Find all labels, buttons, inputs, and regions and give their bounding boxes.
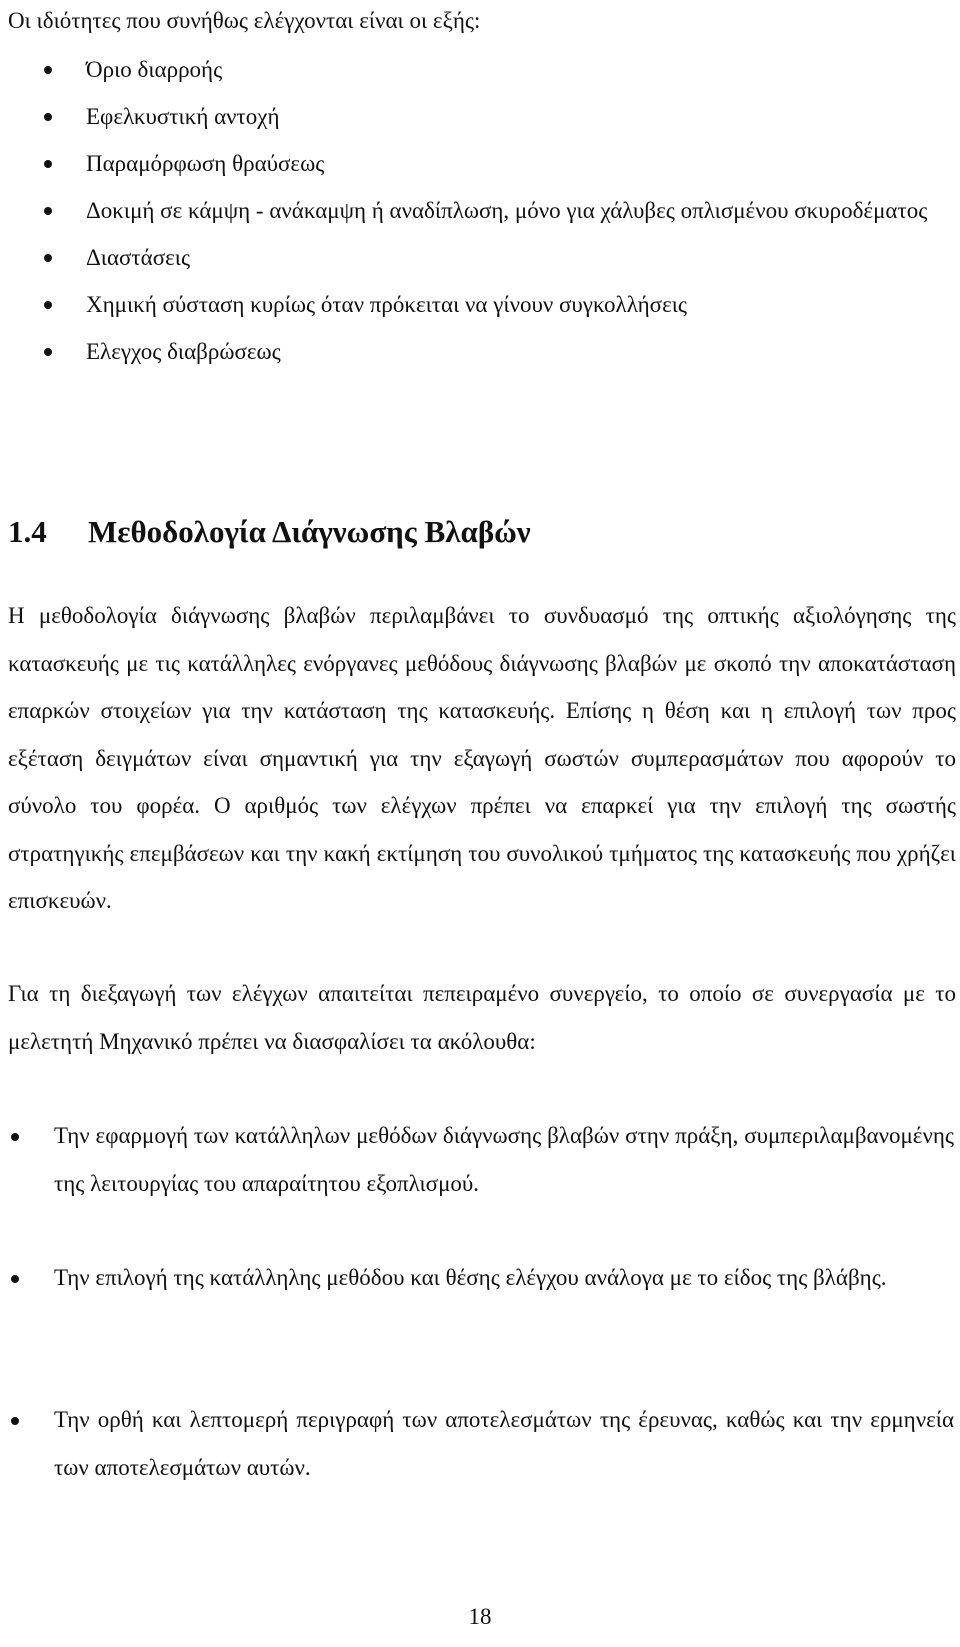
bullet-icon	[44, 301, 52, 309]
bullet-icon	[44, 160, 52, 168]
list-item-text: Την επιλογή της κατάλληλης μεθόδου και θέσης ελέγχου ανάλογα με το είδος της βλάβης.	[54, 1265, 887, 1290]
list-item	[0, 328, 960, 375]
paragraph-methodology: Η μεθοδολογία διάγνωσης βλαβών περιλαμβάνει το συνδυασμό της οπτικής αξιολόγησης της κατασκευής με τις κατάλληλες ενόργανες μεθόδους διάγνωσης βλαβών με σκοπό την αποκατάσταση επαρκών στοιχείων για την κατάσταση της κατασκευής. Επίσης η θέση και η επιλογή των προς εξέταση δειγμάτων είναι σημαντική για την εξαγωγή σωστών συμπερασμάτων που αφορούν το σύνολο του φορέα. Ο αριθμός των ελέγχων πρέπει να επαρκεί για την επιλογή της σωστής στρατηγικής επεμβάσεων και την κακή εκτίμηση του συνολικού τμήματος της κατασκευής που χρήζει επισκευών.	[8, 603, 956, 913]
list-item-text: Εφελκυστική αντοχή	[86, 104, 280, 129]
list-item	[0, 1254, 960, 1302]
paragraph-inspection-team: Για τη διεξαγωγή των ελέγχων απαιτείται πεπειραμένο συνεργείο, το οποίο σε συνεργασία με το μελετητή Μηχανικό πρέπει να διασφαλίσει τα ακόλουθα:	[8, 981, 956, 1054]
list-item	[0, 93, 960, 140]
properties-list	[0, 46, 960, 375]
section-title: Μεθοδολογία Διάγνωσης Βλαβών	[88, 514, 531, 549]
bullet-icon	[11, 1417, 19, 1425]
bullet-icon	[44, 207, 52, 215]
requirements-list	[0, 1112, 960, 1207]
list-item	[0, 140, 960, 187]
bullet-icon	[44, 254, 52, 262]
intro-text: Οι ιδιότητες που συνήθως ελέγχονται είναι οι εξής:	[8, 8, 481, 33]
section-number: 1.4	[8, 514, 47, 549]
bullet-icon	[44, 113, 52, 121]
list-item-text: Ελεγχος διαβρώσεως	[86, 339, 281, 364]
list-item	[0, 234, 960, 281]
section-heading	[8, 512, 531, 552]
list-item-text: Την ορθή και λεπτομερή περιγραφή των αποτελεσμάτων της έρευνας, καθώς και την ερμηνεία των αποτελεσμάτων αυτών.	[54, 1407, 954, 1480]
list-item	[0, 1396, 960, 1491]
bullet-icon	[44, 348, 52, 356]
requirements-list	[0, 1396, 960, 1491]
list-item-text: Χημική σύσταση κυρίως όταν πρόκειται να γίνουν συγκολλήσεις	[86, 292, 688, 317]
bullet-icon	[44, 66, 52, 74]
list-item	[0, 1112, 960, 1207]
list-item	[0, 187, 960, 234]
bullet-icon	[11, 1133, 19, 1141]
list-item	[0, 281, 960, 328]
list-item	[0, 46, 960, 93]
list-item-text: Διαστάσεις	[86, 245, 191, 270]
page-number: 18	[468, 1604, 492, 1629]
list-item-text: Παραμόρφωση θραύσεως	[86, 151, 325, 176]
list-item-text: Δοκιμή σε κάμψη - ανάκαμψη ή αναδίπλωση, μόνο για χάλυβες οπλισμένου σκυροδέματος	[86, 198, 928, 223]
requirements-list	[0, 1254, 960, 1302]
list-item-text: Όριο διαρροής	[86, 57, 223, 82]
bullet-icon	[11, 1275, 19, 1283]
list-item-text: Την εφαρμογή των κατάλληλων μεθόδων διάγνωσης βλαβών στην πράξη, συμπεριλαμβανομένης της λειτουργίας του απαραίτητου εξοπλισμού.	[54, 1123, 954, 1196]
